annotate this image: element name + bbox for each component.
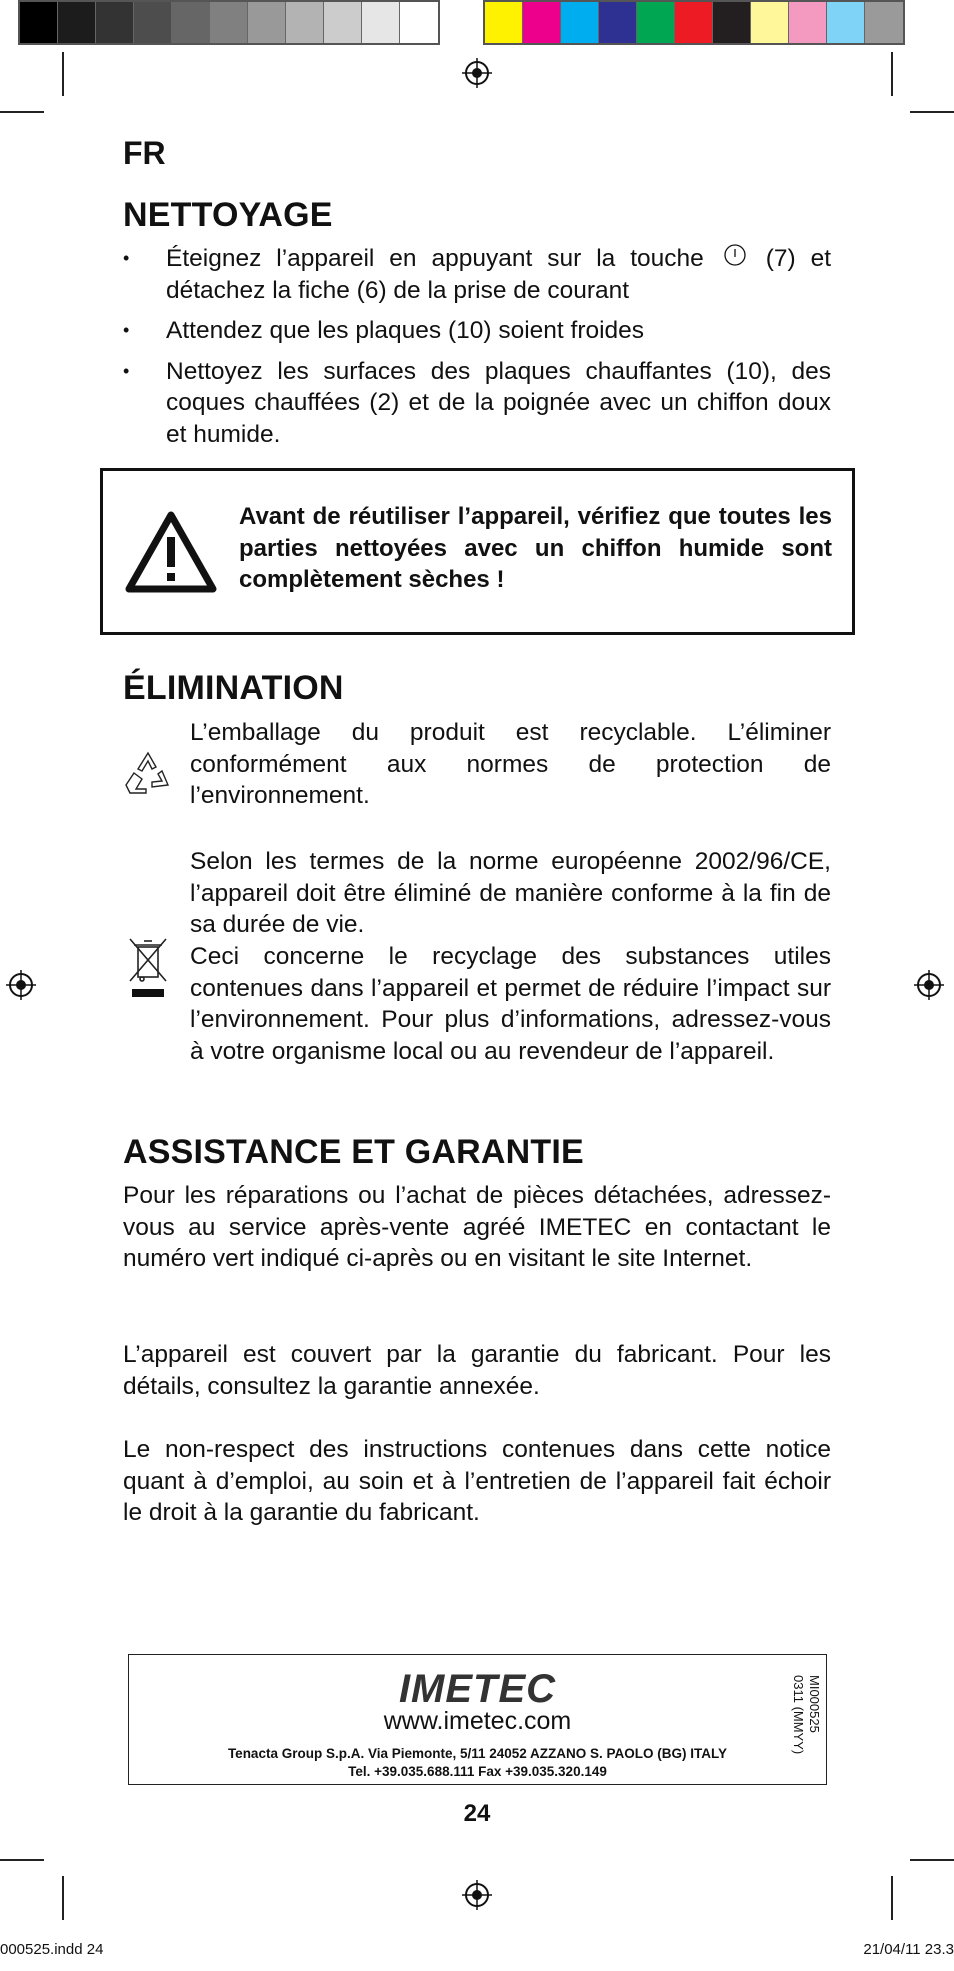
disposal-paragraph-3: Ceci concerne le recyclage des substances utiles contenues dans l’appareil et permet de réduire l’impact sur l’environnement. Pour plus d’informations, adressez-vous à votre organisme local ou au revendeur de l’appareil. <box>190 943 831 1065</box>
color-swatch <box>324 2 362 43</box>
assistance-paragraph-2: L’appareil est couvert par la garantie du fabricant. Pour les détails, consultez la garantie annexée. <box>123 1341 831 1400</box>
date-slug: 21/04/11 23.3 <box>863 1941 954 1958</box>
bullet-text: Nettoyez les surfaces des plaques chauffantes (10), des coques chauffées (2) et de la poignée avec un chiffon doux et humide. <box>166 357 831 448</box>
color-swatch <box>599 2 637 43</box>
color-swatch <box>248 2 286 43</box>
bullet-text: Éteignez l’appareil en appuyant sur la touche <box>166 245 704 272</box>
color-swatch <box>134 2 172 43</box>
manufacturer-footer <box>128 1654 827 1785</box>
crop-mark <box>891 52 893 96</box>
color-swatch <box>20 2 58 43</box>
website-text: www.imetec.com <box>383 1707 572 1735</box>
grayscale-bar <box>18 0 440 45</box>
page-number: 24 <box>463 1800 491 1827</box>
disposal-paragraph-2: Selon les termes de la norme européenne 2002/96/CE, l’appareil doit être éliminé de manière conforme à la fin de sa durée de vie. <box>190 848 831 938</box>
warning-triangle-icon <box>123 509 219 595</box>
phone-fax-line: Tel. +39.035.688.111 Fax +39.035.320.149 <box>348 1764 607 1779</box>
bullet-text: (7) et détachez la fiche (6) de la prise de courant <box>166 245 832 304</box>
crop-mark <box>910 1859 954 1861</box>
registration-mark-icon <box>462 1880 492 1910</box>
crop-mark <box>910 111 954 113</box>
crossed-bin-icon <box>126 935 170 999</box>
crop-mark <box>891 1876 893 1920</box>
list-item <box>123 315 831 347</box>
color-swatch <box>286 2 324 43</box>
crop-mark <box>0 111 44 113</box>
color-swatch <box>865 2 903 43</box>
color-swatch <box>210 2 248 43</box>
color-swatch <box>789 2 827 43</box>
warning-box <box>100 468 855 635</box>
bullet-glyph: • <box>123 360 130 381</box>
color-swatch <box>400 2 438 43</box>
color-swatch <box>172 2 210 43</box>
cleaning-heading: NETTOYAGE <box>123 196 333 234</box>
bullet-glyph: • <box>123 320 130 340</box>
color-swatch-bar <box>483 0 905 45</box>
list-item <box>123 243 831 306</box>
file-slug: 000525.indd 24 <box>0 1941 104 1958</box>
color-swatch <box>523 2 561 43</box>
registration-mark-icon <box>462 58 492 88</box>
registration-mark-icon <box>6 970 36 1000</box>
disposal-heading: ÉLIMINATION <box>123 669 344 707</box>
color-swatch <box>713 2 751 43</box>
warning-text: Avant de réutiliser l’appareil, vérifiez que toutes les parties nettoyées avec un chiffon humide sont complètement sèches ! <box>239 503 832 593</box>
crop-mark <box>62 52 64 96</box>
color-swatch <box>58 2 96 43</box>
color-swatch <box>751 2 789 43</box>
bullet-glyph: • <box>123 248 130 268</box>
address-line: Tenacta Group S.p.A. Via Piemonte, 5/11 24052 AZZANO S. PAOLO (BG) ITALY <box>227 1746 728 1761</box>
disposal-paragraph-1: L’emballage du produit est recyclable. L’éliminer conformément aux normes de protection de l’environnement. <box>190 719 831 809</box>
color-swatch <box>96 2 134 43</box>
list-item <box>123 356 831 451</box>
assistance-paragraph-1: Pour les réparations ou l’achat de pièces détachées, adressez-vous au service après-vente agréé IMETEC en contactant le numéro vert indiqué ci-après ou en visitant le site Internet. <box>123 1182 831 1272</box>
brand-logo: IMETEC <box>398 1667 557 1711</box>
cleaning-list <box>123 243 831 459</box>
company-address <box>129 1745 826 1781</box>
assistance-heading: ASSISTANCE ET GARANTIE <box>123 1133 584 1171</box>
color-swatch <box>675 2 713 43</box>
document-date-code: 0311 (MMYY) <box>791 1675 806 1755</box>
document-code-number: MI000525 <box>807 1675 822 1733</box>
color-swatch <box>362 2 400 43</box>
registration-mark-icon <box>914 970 944 1000</box>
color-swatch <box>637 2 675 43</box>
recycle-icon <box>122 747 174 799</box>
crop-mark <box>0 1859 44 1861</box>
color-swatch <box>827 2 865 43</box>
power-button-icon <box>723 243 747 267</box>
color-swatch <box>561 2 599 43</box>
document-code <box>790 1675 822 1754</box>
color-swatch <box>485 2 523 43</box>
language-label: FR <box>123 135 166 171</box>
crop-mark <box>62 1876 64 1920</box>
bullet-text: Attendez que les plaques (10) soient froides <box>166 317 645 344</box>
assistance-paragraph-3: Le non-respect des instructions contenues dans cette notice quant à d’emploi, au soin et à l’entretien de l’appareil fait échoir le droit à la garantie du fabricant. <box>123 1436 831 1526</box>
